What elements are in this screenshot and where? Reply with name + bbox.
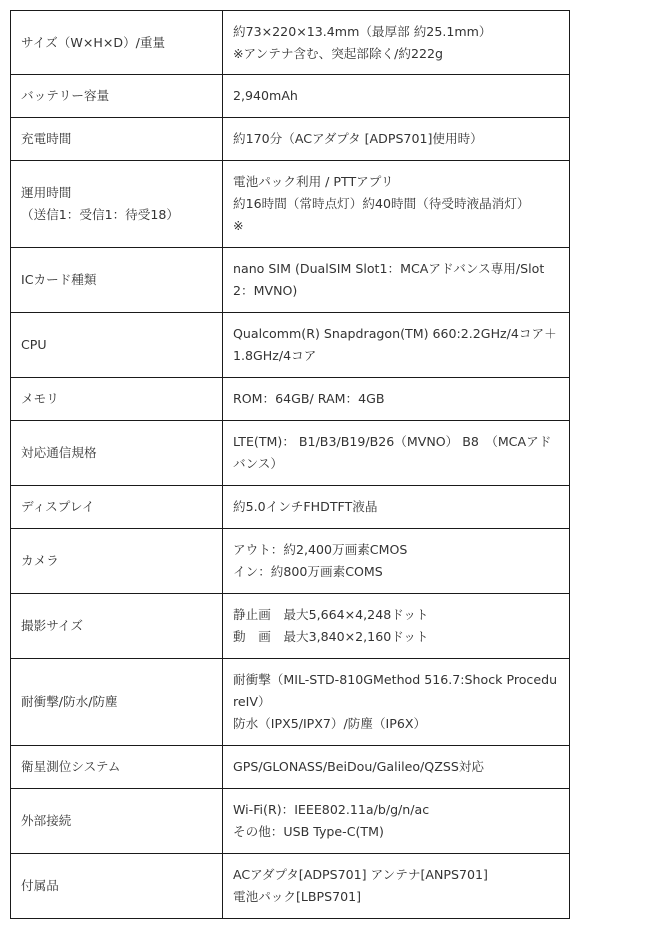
spec-value-cell <box>223 746 570 789</box>
spec-table <box>10 10 570 919</box>
spec-label-cell <box>11 378 223 421</box>
spec-label-text: 対応通信規格 <box>21 445 97 460</box>
spec-value-text: イン：約800万画素COMS <box>233 564 383 579</box>
spec-label-cell <box>11 421 223 486</box>
spec-value-text: LTE(TM)： B1/B3/B19/B26（MVNO） B8 （MCAアドバンス） <box>233 434 552 471</box>
spec-value-text: 耐衝撃（MIL-STD-810GMethod 516.7:Shock ProcedureⅠV） <box>233 672 558 709</box>
spec-value-cell <box>223 789 570 854</box>
spec-value-text: ROM：64GB/ RAM：4GB <box>233 391 385 406</box>
spec-label-cell <box>11 11 223 75</box>
spec-value-text: 約16時間（常時点灯）約40時間（待受時液晶消灯） <box>233 196 530 211</box>
spec-label-text: サイズ（W×H×D）/重量 <box>21 34 166 50</box>
spec-label-text: ICカード種類 <box>21 272 97 287</box>
spec-row <box>11 854 570 919</box>
spec-row <box>11 11 570 75</box>
spec-value-text: アウト：約2,400万画素CMOS <box>233 542 408 557</box>
spec-label-text: 耐衝撃/防水/防塵 <box>21 694 118 709</box>
spec-row <box>11 421 570 486</box>
spec-label-text: 撮影サイズ <box>21 618 83 633</box>
spec-row <box>11 161 570 248</box>
spec-label-cell <box>11 659 223 746</box>
spec-value-text: 約5.0インチFHDTFT液晶 <box>233 499 378 514</box>
spec-label-cell <box>11 746 223 789</box>
spec-row <box>11 118 570 161</box>
spec-label-cell <box>11 118 223 161</box>
spec-value-cell <box>223 486 570 529</box>
spec-value-text: 2,940mAh <box>233 88 298 103</box>
spec-label-cell <box>11 486 223 529</box>
spec-value-cell <box>223 378 570 421</box>
spec-label-cell <box>11 248 223 313</box>
spec-row <box>11 594 570 659</box>
spec-label-text: 充電時間 <box>21 131 72 146</box>
spec-label-text: CPU <box>21 337 47 352</box>
spec-value-text: 防水（IPX5/IPX7）/防塵（IP6X） <box>233 716 427 731</box>
spec-value-text: 静止画 最大5,664×4,248ドット <box>233 607 429 622</box>
spec-label-text: ディスプレイ <box>21 499 95 514</box>
spec-row <box>11 789 570 854</box>
spec-table-body <box>11 11 570 919</box>
spec-value-text: 電池パック利用 / PTTアプリ <box>233 174 394 189</box>
spec-value-cell <box>223 594 570 659</box>
spec-label-text: メモリ <box>21 391 59 406</box>
spec-value-text: nano SIM (DualSIM Slot1：MCAアドバンス専用/Slot2：MVNO) <box>233 261 545 298</box>
spec-label-text: 運用時間 <box>21 185 72 200</box>
spec-label-cell <box>11 854 223 919</box>
spec-value-text: 動 画 最大3,840×2,160ドット <box>233 629 429 644</box>
spec-row <box>11 378 570 421</box>
spec-value-cell <box>223 75 570 118</box>
spec-value-cell <box>223 11 570 75</box>
spec-row <box>11 313 570 378</box>
spec-label-cell <box>11 161 223 248</box>
spec-label-cell <box>11 789 223 854</box>
spec-value-text: ※ <box>233 218 244 233</box>
spec-value-text: 約170分（ACアダプタ [ADPS701]使用時） <box>233 131 483 146</box>
spec-label-text: カメラ <box>21 553 59 568</box>
spec-label-text: バッテリー容量 <box>21 88 110 103</box>
spec-value-cell <box>223 161 570 248</box>
spec-row <box>11 746 570 789</box>
spec-row <box>11 248 570 313</box>
spec-label-cell <box>11 594 223 659</box>
spec-label-text: （送信1：受信1：待受18） <box>21 207 179 222</box>
spec-value-cell <box>223 313 570 378</box>
spec-value-cell <box>223 118 570 161</box>
spec-label-text: 衛星測位システム <box>21 759 121 774</box>
spec-value-text: その他：USB Type-C(TM) <box>233 824 384 839</box>
spec-value-cell <box>223 659 570 746</box>
spec-row <box>11 75 570 118</box>
spec-value-text: ACアダプタ[ADPS701] アンテナ[ANPS701] <box>233 867 488 882</box>
spec-value-text: Wi-Fi(R)：IEEE802.11a/b/g/n/ac <box>233 802 430 817</box>
spec-value-cell <box>223 529 570 594</box>
spec-label-cell <box>11 75 223 118</box>
spec-row <box>11 529 570 594</box>
spec-row <box>11 486 570 529</box>
spec-value-text: 電池パック[LBPS701] <box>233 889 362 904</box>
spec-value-text: Qualcomm(R) Snapdragon(TM) 660:2.2GHz/4コア＋1.8GHz/4コア <box>233 326 557 363</box>
spec-label-text: 外部接続 <box>21 813 72 828</box>
spec-value-text: 約73×220×13.4mm（最厚部 約25.1mm） <box>233 23 492 39</box>
spec-row <box>11 659 570 746</box>
spec-value-cell <box>223 421 570 486</box>
spec-value-cell <box>223 248 570 313</box>
spec-value-cell <box>223 854 570 919</box>
spec-value-text: GPS/GLONASS/BeiDou/Galileo/QZSS対応 <box>233 759 484 774</box>
spec-label-cell <box>11 529 223 594</box>
spec-value-text: ※アンテナ含む、突起部除く/約222g <box>233 45 444 61</box>
spec-label-cell <box>11 313 223 378</box>
spec-label-text: 付属品 <box>21 878 59 893</box>
